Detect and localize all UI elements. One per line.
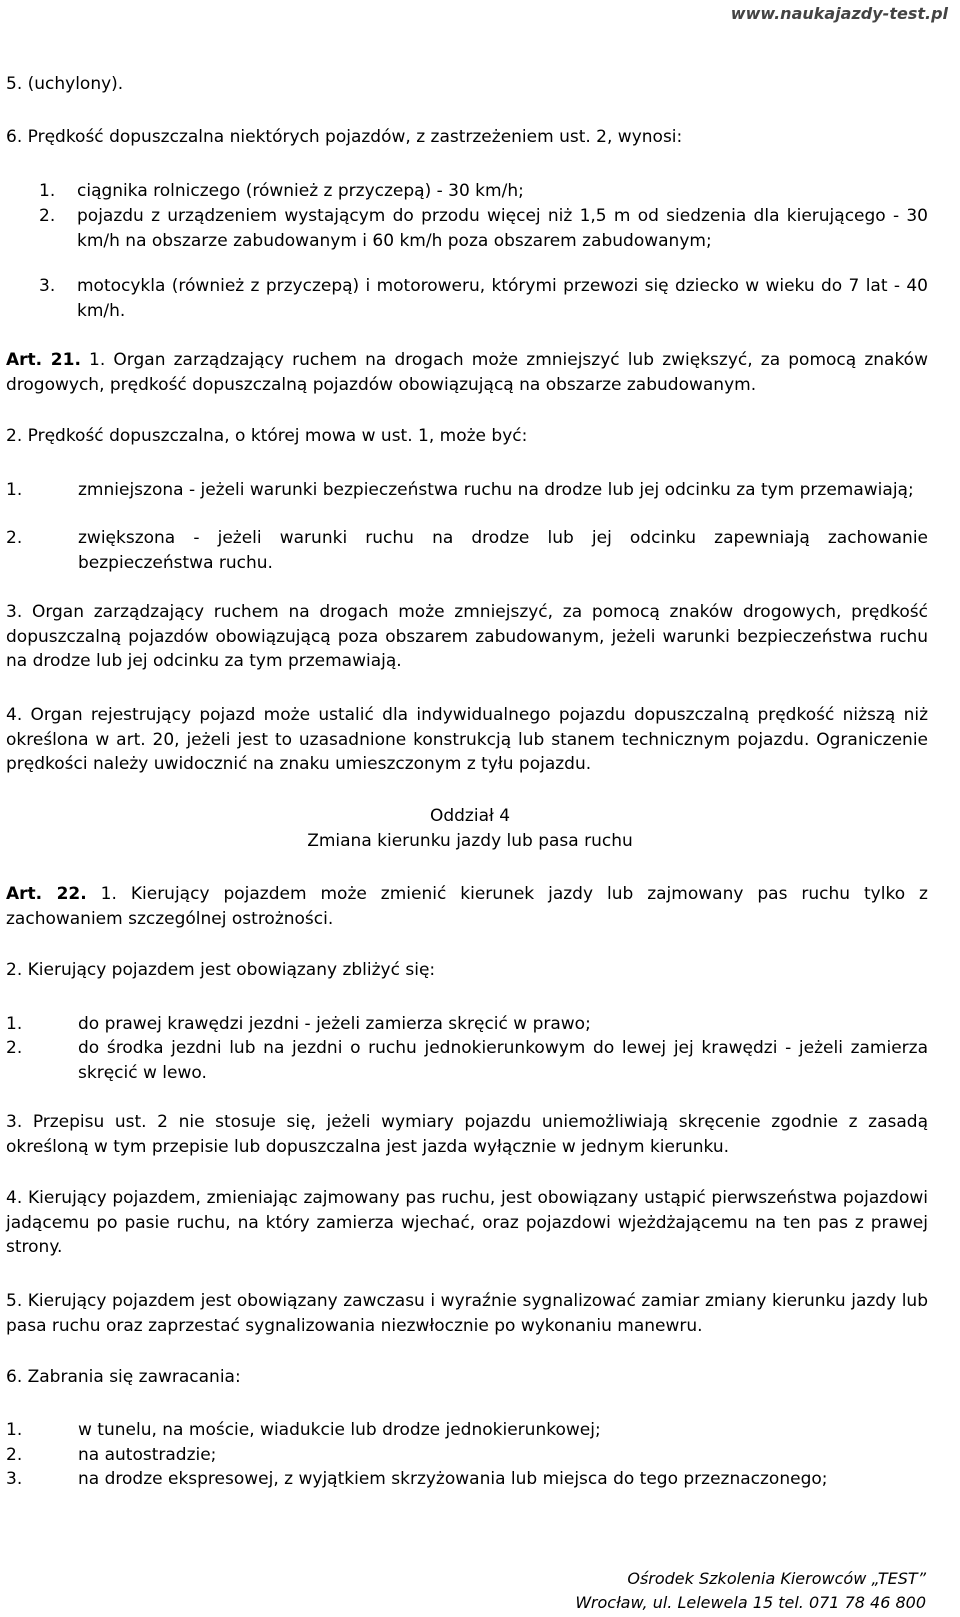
art21-paragraph-2: 2. Prędkość dopuszczalna, o której mowa w ust. 1, może być:: [6, 426, 528, 446]
list-item: [39, 179, 928, 204]
paragraph-6: 6. Prędkość dopuszczalna niektórych pojazdów, z zastrzeżeniem ust. 2, wynosi:: [6, 127, 683, 147]
list-text: w tunelu, na moście, wiadukcie lub drodze jednokierunkowej;: [78, 1420, 601, 1440]
list-number: 2.: [6, 1038, 23, 1058]
list-item: [6, 526, 928, 575]
art21-paragraph-1: [6, 348, 928, 397]
section-subtitle: Zmiana kierunku jazdy lub pasa ruchu: [307, 831, 633, 851]
list-number: 1.: [6, 1420, 23, 1440]
article-text: 1. Organ zarządzający ruchem na drogach może zmniejszyć lub zwiększyć, za pomocą znaków drogowych, prędkość dopuszczalną pojazdów obowiązującą na obszarze zabudowanym.: [6, 350, 928, 395]
list-item: [39, 274, 928, 323]
article-label: Art. 22.: [6, 884, 87, 904]
art21-paragraph-3: 3. Organ zarządzający ruchem na drogach może zmniejszyć, za pomocą znaków drogowych, prędkość dopuszczalną pojazdów obowiązującą poza obszarem zabudowanym, jeżeli warunki bezpieczeństwa ruchu na drodze lub jej odcinku za tym przemawiają.: [6, 602, 928, 671]
list-text: na autostradzie;: [78, 1445, 217, 1465]
list-item: [6, 1012, 928, 1037]
paragraph-5: 5. (uchylony).: [6, 74, 124, 94]
list-text: do środka jezdni lub na jezdni o ruchu jednokierunkowym do lewej jej krawędzi - jeżeli zamierza skręcić w lewo.: [78, 1038, 928, 1083]
list-number: 1.: [6, 480, 23, 500]
list-item: [6, 1467, 928, 1492]
art22-paragraph-6: 6. Zabrania się zawracania:: [6, 1367, 241, 1387]
section-title: Oddział 4: [429, 806, 511, 826]
article-label: Art. 21.: [6, 350, 81, 370]
list-text: do prawej krawędzi jezdni - jeżeli zamierza skręcić w prawo;: [78, 1014, 591, 1034]
list-text: motocykla (również z przyczepą) i motoroweru, którymi przewozi się dziecko w wieku do 7 lat - 40 km/h.: [77, 276, 928, 321]
list-number: 1.: [39, 181, 56, 201]
list-number: 2.: [39, 206, 56, 226]
list-number: 1.: [6, 1014, 23, 1034]
art22-paragraph-2: 2. Kierujący pojazdem jest obowiązany zbliżyć się:: [6, 960, 436, 980]
list-item: [6, 1443, 928, 1468]
list-item: [6, 1036, 928, 1085]
footer: [575, 1567, 926, 1615]
list-item: [6, 1418, 928, 1443]
footer-address: Wrocław, ul. Lelewela 15 tel. 071 78 46 800: [575, 1593, 926, 1612]
list-item: [39, 204, 928, 253]
list-text: zwiększona - jeżeli warunki ruchu na drodze lub jej odcinku zapewniają zachowanie bezpieczeństwa ruchu.: [78, 528, 928, 573]
list-number: 3.: [39, 276, 56, 296]
list-text: na drodze ekspresowej, z wyjątkiem skrzyżowania lub miejsca do tego przeznaczonego;: [78, 1469, 828, 1489]
list-number: 3.: [6, 1469, 23, 1489]
footer-school-name: Ośrodek Szkolenia Kierowców „TEST”: [627, 1569, 926, 1588]
list-number: 2.: [6, 528, 23, 548]
list-text: ciągnika rolniczego (również z przyczepą) - 30 km/h;: [77, 181, 524, 201]
art22-paragraph-3: 3. Przepisu ust. 2 nie stosuje się, jeżeli wymiary pojazdu uniemożliwiają skręcenie zgodnie z zasadą określoną w tym przepisie lub dopuszczalna jest jazda wyłącznie w jednym kierunku.: [6, 1112, 928, 1157]
art22-paragraph-5: 5. Kierujący pojazdem jest obowiązany zawczasu i wyraźnie sygnalizować zamiar zmiany kierunku jazdy lub pasa ruchu oraz zaprzestać sygnalizowania niezwłocznie po wykonaniu manewru.: [6, 1291, 928, 1336]
list-item: [6, 478, 928, 503]
art22-paragraph-1: [6, 882, 928, 931]
list-text: zmniejszona - jeżeli warunki bezpieczeństwa ruchu na drodze lub jej odcinku za tym przemawiają;: [78, 480, 914, 500]
list-number: 2.: [6, 1445, 23, 1465]
list-text: pojazdu z urządzeniem wystającym do przodu więcej niż 1,5 m od siedzenia dla kierującego - 30 km/h na obszarze zabudowanym i 60 km/h poza obszarem zabudowanym;: [77, 206, 928, 251]
art21-paragraph-4: 4. Organ rejestrujący pojazd może ustalić dla indywidualnego pojazdu dopuszczalną prędkość niższą niż określona w art. 20, jeżeli jest to uzasadnione konstrukcją lub stanem technicznym pojazdu. Ograniczenie prędkości należy uwidocznić na znaku umieszczonym z tyłu pojazdu.: [6, 705, 928, 774]
art22-paragraph-4: 4. Kierujący pojazdem, zmieniając zajmowany pas ruchu, jest obowiązany ustąpić pierwszeństwa pojazdowi jadącemu po pasie ruchu, na który zamierza wjechać, oraz pojazdowi wjeżdżającemu na ten pas z prawej strony.: [6, 1188, 928, 1257]
article-text: 1. Kierujący pojazdem może zmienić kierunek jazdy lub zajmowany pas ruchu tylko z zachowaniem szczególnej ostrożności.: [6, 884, 928, 929]
header-url: www.naukajazdy-test.pl: [730, 4, 948, 23]
